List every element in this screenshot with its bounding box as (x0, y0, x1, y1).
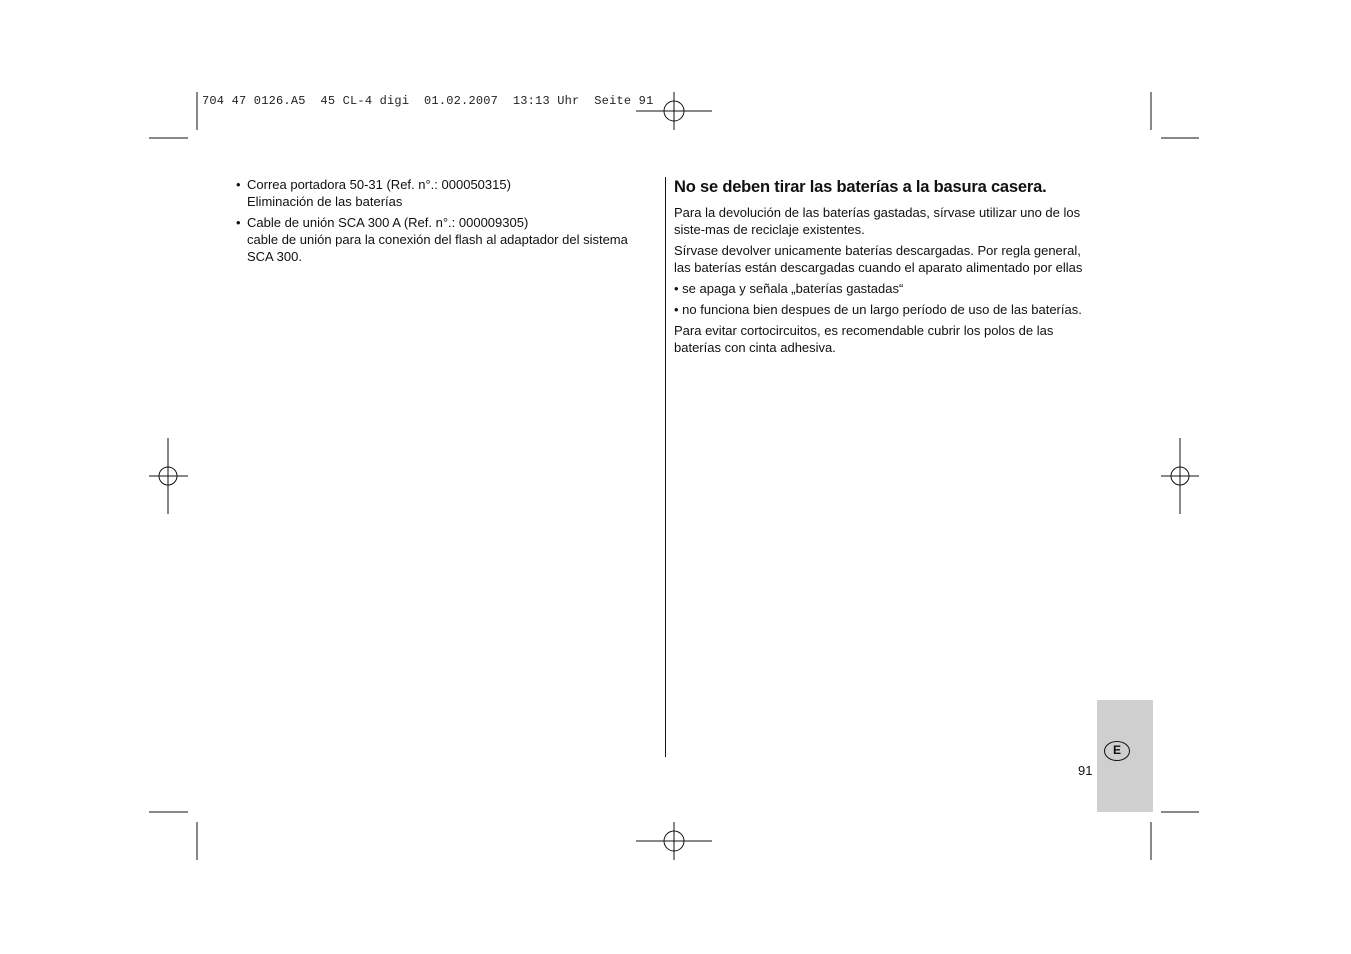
registration-mark-left (149, 438, 188, 514)
right-column (674, 176, 1094, 360)
item-description: Eliminación de las baterías (247, 194, 403, 209)
language-badge: E (1104, 741, 1130, 761)
item-title: Correa portadora 50-31 (Ref. n°.: 000050315) (247, 177, 511, 192)
registration-mark-right (1161, 438, 1199, 514)
paragraph-discharged: Sírvase devolver unicamente baterías descargadas. Por regla general, las baterías están descargadas cuando el aparato alimentado por ellas (674, 243, 1083, 275)
item-title: Cable de unión SCA 300 A (Ref. n°.: 000009305) (247, 215, 529, 230)
list-item (236, 176, 656, 210)
print-slug: 704 47 0126.A5 45 CL-4 digi 01.02.2007 13:13 Uhr Seite 91 (202, 94, 654, 108)
page-number: 91 (1078, 763, 1093, 778)
list-item (236, 214, 656, 265)
column-divider (665, 177, 666, 757)
bullet: • (236, 177, 241, 192)
registration-mark-top (636, 92, 712, 130)
registration-mark-bottom (636, 822, 712, 860)
paragraph-short-circuit: Para evitar cortocircuitos, es recomendable cubrir los polos de las baterías con cinta adhesiva. (674, 323, 1054, 355)
section-heading: No se deben tirar las baterías a la basura casera. (674, 178, 1047, 196)
left-column (236, 176, 656, 269)
bullet-shutdown: • se apaga y señala „baterías gastadas“ (674, 281, 904, 296)
bullet: • (236, 215, 241, 230)
item-description: cable de unión para la conexión del flash al adaptador del sistema SCA 300. (247, 232, 628, 264)
paragraph-recycling: Para la devolución de las baterías gastadas, sírvase utilizar uno de los siste-mas de reciclaje existentes. (674, 205, 1081, 237)
bullet-malfunction: • no funciona bien despues de un largo período de uso de las baterías. (674, 302, 1082, 317)
